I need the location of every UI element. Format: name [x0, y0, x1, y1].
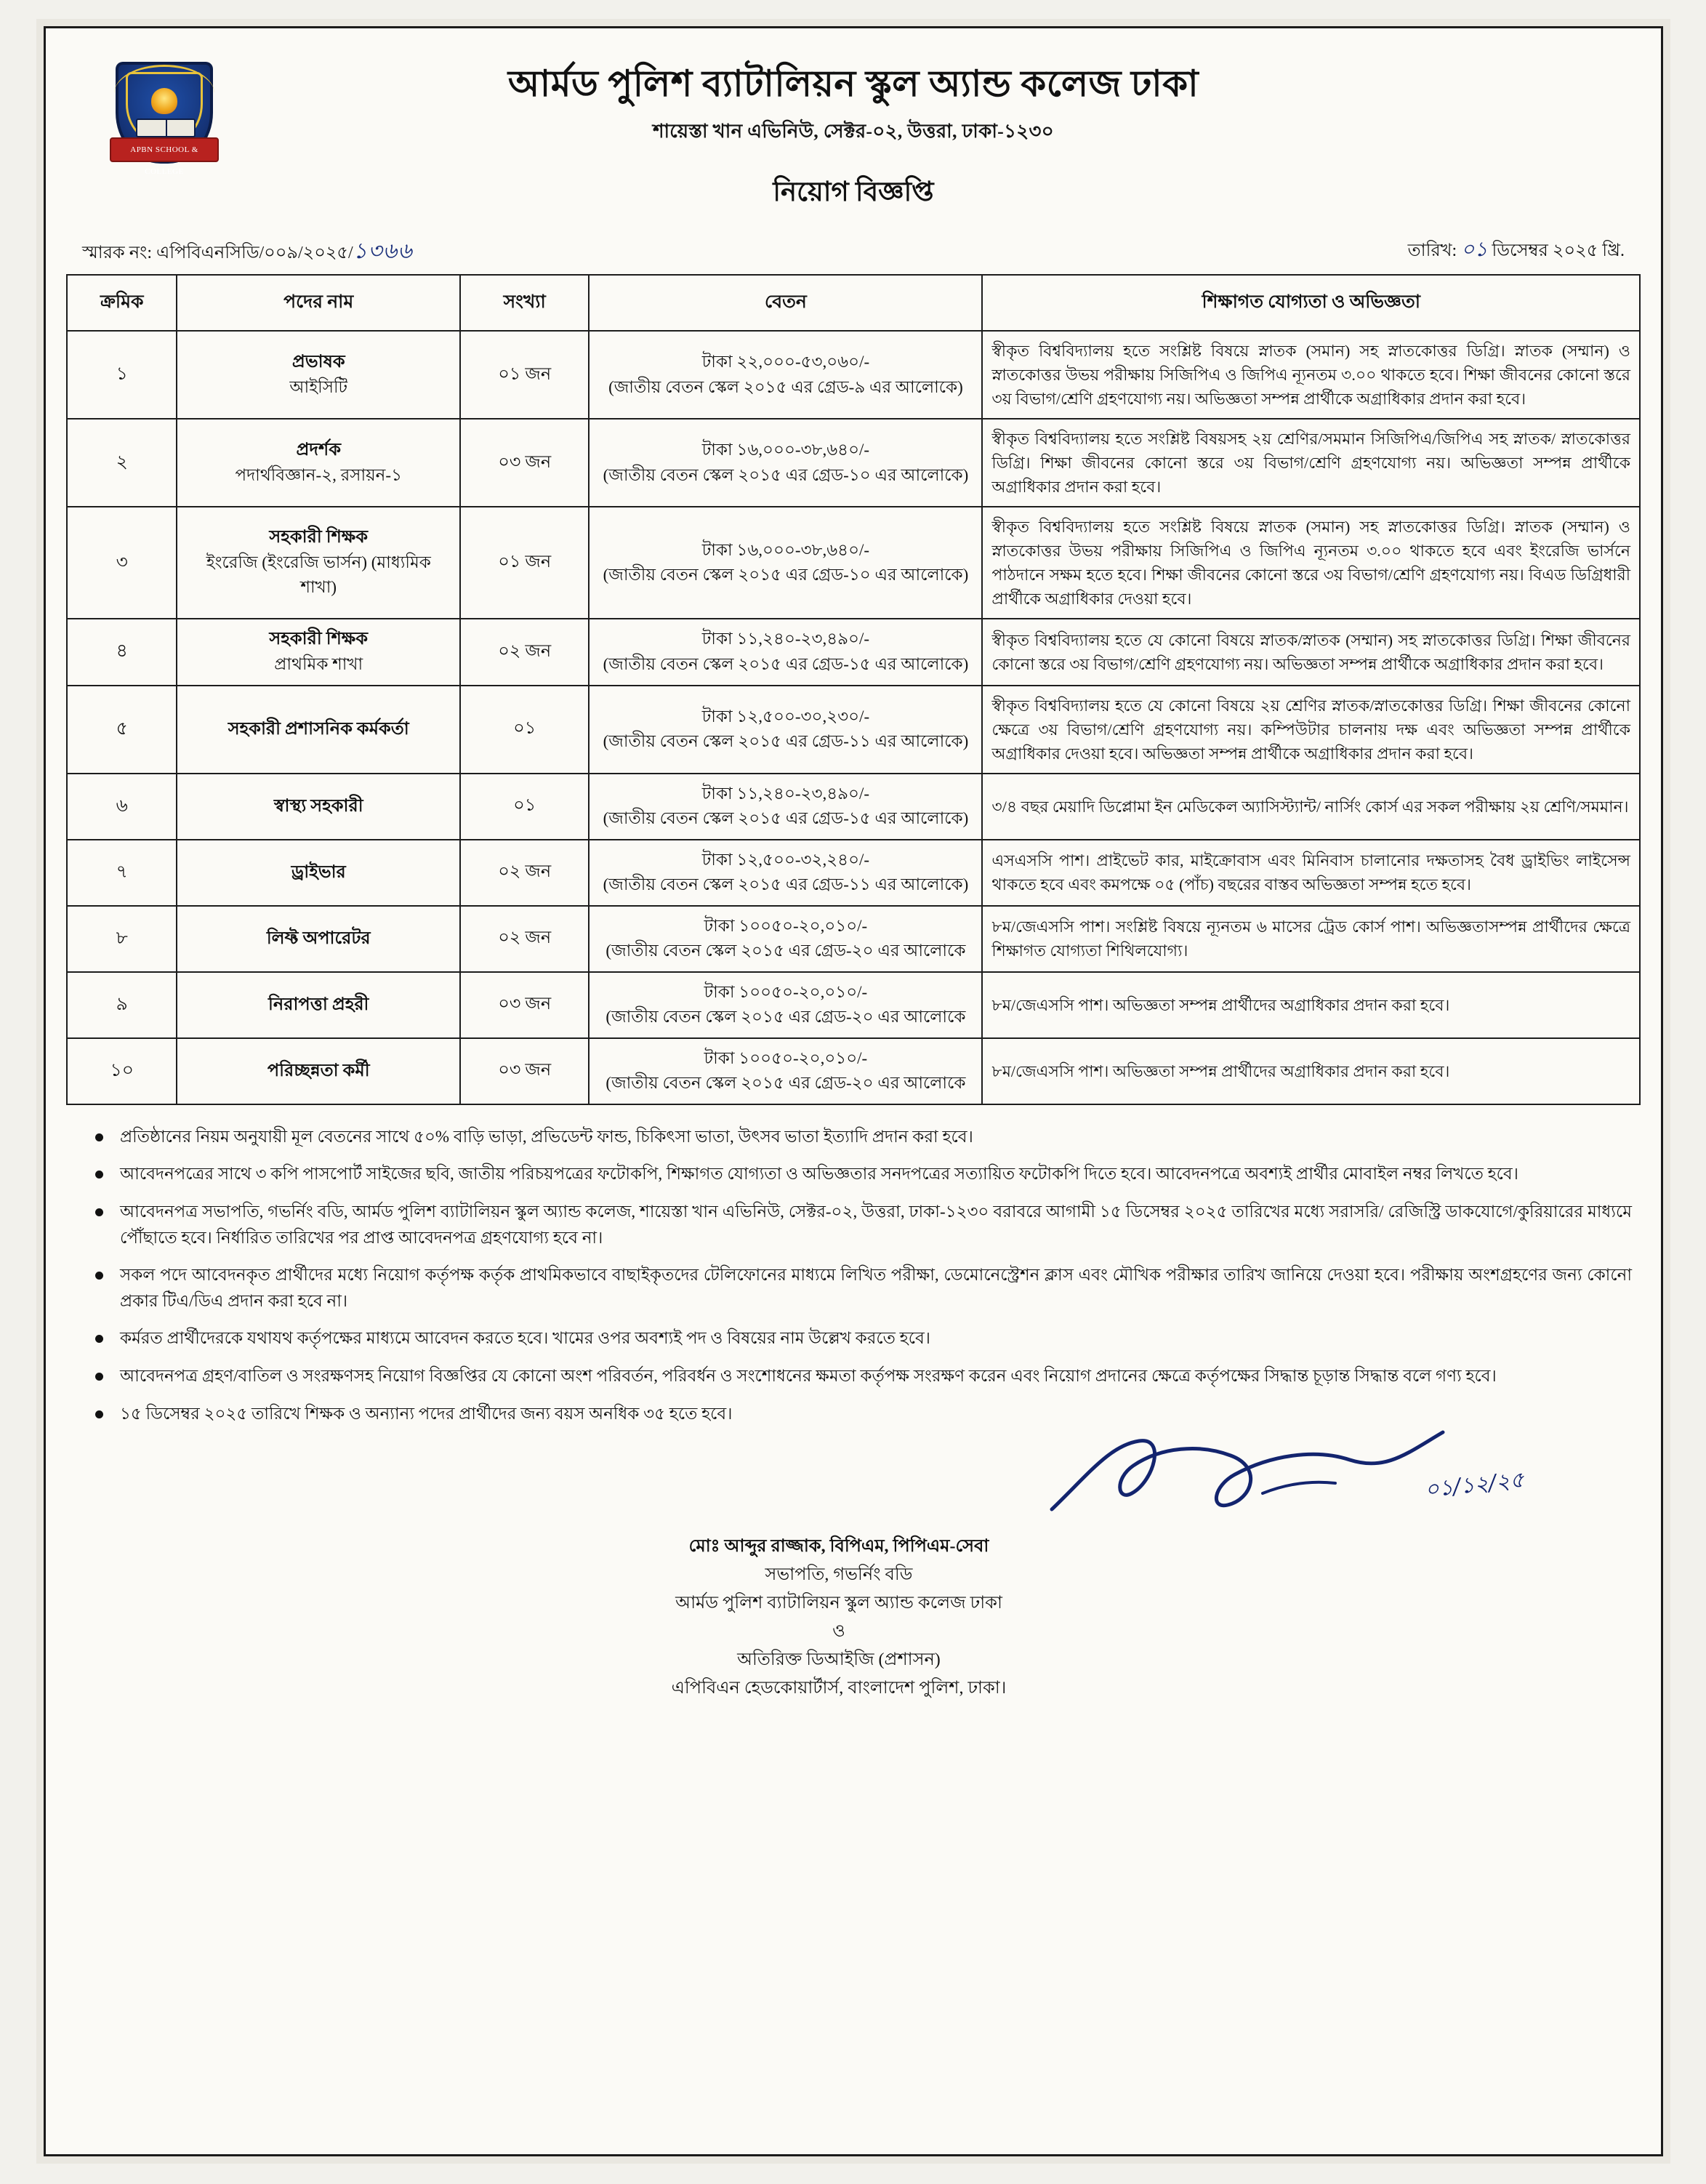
list-item: সকল পদে আবেদনকৃত প্রার্থীদের মধ্যে নিয়োগ কর্তৃপক্ষ কর্তৃক প্রাথমিকভাবে বাছাইকৃতদের টেলিফোনের মাধ্যমে লিখিত পরীক্ষা, ডেমোনেস্ট্রেশন ক্লাস এবং মৌখিক পরীক্ষার তারিখ জানিয়ে দেওয়া হবে। পরীক্ষায় অংশগ্রহণের জন্য কোনো প্রকার টিএ/ডিএ প্রদান করা হবে না।	[85, 1262, 1632, 1314]
institution-logo-icon	[110, 62, 219, 178]
cell-number: ০১	[460, 686, 589, 774]
cell-salary	[589, 840, 982, 906]
table-row	[67, 686, 1640, 774]
salary-amount: টাকা ১৬,০০০-৩৮,৬৪০/-	[701, 441, 870, 459]
post-title: প্রদর্শক	[296, 440, 341, 459]
post-subject: ইংরেজি (ইংরেজি ভার্সন) (মাধ্যমিক শাখা)	[206, 553, 431, 597]
list-item: আবেদনপত্র সভাপতি, গভর্নিং বডি, আর্মড পুলিশ ব্যাটালিয়ন স্কুল অ্যান্ড কলেজ, শায়েস্তা খান এভিনিউ, সেক্টর-০২, উত্তরা, ঢাকা-১২৩০ বরাবরে আগামী ১৫ ডিসেম্বর ২০২৫ তারিখের মধ্যে সরাসরি/ রেজিস্ট্রি ডাকযোগে/কুরিয়ারের মাধ্যমে পৌঁছাতে হবে। নির্ধারিত তারিখের পর প্রাপ্ত আবেদনপত্র গ্রহণযোগ্য হবে না।	[85, 1199, 1632, 1250]
salary-scale: (জাতীয় বেতন স্কেল ২০১৫ এর গ্রেড-১৫ এর আলোকে)	[603, 809, 969, 828]
cell-salary	[589, 774, 982, 840]
table-row	[67, 1038, 1640, 1104]
post-subject: পদার্থবিজ্ঞান-২, রসায়ন-১	[235, 465, 402, 484]
salary-amount: টাকা ১২,৫০০-৩২,২৪০/-	[701, 850, 870, 869]
salary-amount: টাকা ১২,৫০০-৩০,২৩০/-	[701, 707, 870, 726]
post-subject: আইসিটি	[289, 377, 348, 396]
memo-number	[82, 233, 413, 270]
memo-row	[66, 229, 1641, 268]
column-header-qualification: শিক্ষাগত যোগ্যতা ও অভিজ্ঞতা	[982, 275, 1640, 331]
post-title: লিফ্ট অপারেটর	[266, 928, 371, 948]
cell-qualification: স্বীকৃত বিশ্ববিদ্যালয় হতে সংশ্লিষ্ট বিষয়ে স্নাতক (সমান) সহ স্নাতকোত্তর ডিগ্রি। স্নাতক (সম্মান) ও স্নাতকোত্তর উভয় পরীক্ষায় সিজিপিএ ও জিপিএ ন্যূনতম ৩.০০ থাকতে হবে। শিক্ষা জীবনের কোনো স্তরে ৩য় বিভাগ/শ্রেণি গ্রহণযোগ্য নয়। অভিজ্ঞতা সম্পন্ন প্রার্থীকে অগ্রাধিকার প্রদান করা হবে।	[982, 331, 1640, 419]
memo-date	[1408, 233, 1625, 268]
cell-serial: ২	[67, 419, 177, 507]
salary-scale: (জাতীয় বেতন স্কেল ২০১৫ এর গ্রেড-৯ এর আলোকে)	[608, 377, 963, 396]
table-header-row	[67, 275, 1640, 331]
cell-number: ০৩ জন	[460, 972, 589, 1038]
cell-serial: ১০	[67, 1038, 177, 1104]
cell-qualification: ৮ম/জেএসসি পাশ। অভিজ্ঞতা সম্পন্ন প্রার্থীদের অগ্রাধিকার প্রদান করা হবে।	[982, 1038, 1640, 1104]
signatory-designation-2: অতিরিক্ত ডিআইজি (প্রশাসন)	[737, 1650, 941, 1669]
signatory-name: মোঃ আব্দুর রাজ্জাক, বিপিএম, পিপিএম-সেবা	[688, 1537, 989, 1557]
list-item: ১৫ ডিসেম্বর ২০২৫ তারিখে শিক্ষক ও অন্যান্য পদের প্রার্থীদের জন্য বয়স অনধিক ৩৫ হতে হবে।	[85, 1401, 1632, 1427]
cell-number: ০১ জন	[460, 331, 589, 419]
cell-number: ০২ জন	[460, 840, 589, 906]
memo-date-rest: ডিসেম্বর ২০২৫ খ্রি.	[1492, 241, 1625, 260]
cell-salary	[589, 1038, 982, 1104]
cell-post	[177, 906, 460, 972]
cell-post	[177, 686, 460, 774]
cell-qualification: স্বীকৃত বিশ্ববিদ্যালয় হতে যে কোনো বিষয়ে স্নাতক/স্নাতক (সম্মান) সহ স্নাতকোত্তর ডিগ্রি। শিক্ষা জীবনের কোনো স্তরে ৩য় বিভাগ/শ্রেণি গ্রহণযোগ্য নয়। অভিজ্ঞতা সম্পন্ন প্রার্থীকে অগ্রাধিকার প্রদান করা হবে।	[982, 619, 1640, 686]
organization-address: শায়েস্তা খান এভিনিউ, সেক্টর-০২, উত্তরা, ঢাকা-১২৩০	[653, 121, 1054, 142]
signatory-conjunction: ও	[832, 1621, 845, 1641]
cell-salary	[589, 686, 982, 774]
cell-qualification: ৩/৪ বছর মেয়াদি ডিপ্লোমা ইন মেডিকেল অ্যাসিস্ট্যান্ট/ নার্সিং কোর্স এর সকল পরীক্ষায় ২য় শ্রেণি/সমমান।	[982, 774, 1640, 840]
memo-number-label: স্মারক নং: এপিবিএনসিডি/০০৯/২০২৫/	[82, 244, 353, 262]
column-header-serial: ক্রমিক	[67, 275, 177, 331]
handwritten-signature-icon	[1045, 1424, 1452, 1525]
salary-amount: টাকা ১৬,০০০-৩৮,৬৪০/-	[701, 540, 870, 559]
salary-scale: (জাতীয় বেতন স্কেল ২০১৫ এর গ্রেড-১১ এর আলোকে)	[603, 732, 969, 751]
cell-salary	[589, 906, 982, 972]
cell-qualification: স্বীকৃত বিশ্ববিদ্যালয় হতে সংশ্লিষ্ট বিষয়ে স্নাতক (সমান) সহ স্নাতকোত্তর ডিগ্রি। স্নাতক (সম্মান) ও স্নাতকোত্তর উভয় পরীক্ষায় সিজিপিএ ও জিপিএ ন্যূনতম ৩.০০ থাকতে হবে এবং ইংরেজি ভার্সনে পাঠদানে সক্ষম হতে হবে। শিক্ষা জীবনের কোনো স্তরে ৩য় বিভাগ/শ্রেণি গ্রহণযোগ্য নয়। বিএড ডিগ্রিধারী প্রার্থীকে অগ্রাধিকার দেওয়া হবে।	[982, 507, 1640, 619]
cell-number: ০১ জন	[460, 507, 589, 619]
document-header	[66, 46, 1641, 216]
post-title: সহকারী প্রশাসনিক কর্মকর্তা	[228, 719, 409, 739]
list-item: কর্মরত প্রার্থীদেরকে যথাযথ কর্তৃপক্ষের মাধ্যমে আবেদন করতে হবে। খামের ওপর অবশ্যই পদ ও বিষয়ের নাম উল্লেখ করতে হবে।	[85, 1325, 1632, 1352]
salary-amount: টাকা ১০০৫০-২০,০১০/-	[704, 1048, 868, 1067]
post-title: প্রভাষক	[291, 352, 345, 372]
memo-date-value: ০১	[1461, 237, 1488, 261]
organization-name: আর্মড পুলিশ ব্যাটালিয়ন স্কুল অ্যান্ড কলেজ ঢাকা	[507, 63, 1199, 104]
cell-qualification: ৮ম/জেএসসি পাশ। সংশ্লিষ্ট বিষয়ে ন্যূনতম ৬ মাসের ট্রেড কোর্স পাশ। অভিজ্ঞতাসম্পন্ন প্রার্থীদের ক্ষেত্রে শিক্ষাগত যোগ্যতা শিথিলযোগ্য।	[982, 906, 1640, 972]
signatory-office: এপিবিএন হেডকোয়ার্টার্স, বাংলাদেশ পুলিশ, ঢাকা।	[671, 1678, 1007, 1698]
post-title: সহকারী শিক্ষক	[269, 527, 369, 547]
cell-post	[177, 507, 460, 619]
signature-block	[66, 1445, 1641, 1698]
table-row	[67, 972, 1640, 1038]
column-header-post: পদের নাম	[177, 275, 460, 331]
cell-post	[177, 331, 460, 419]
cell-post	[177, 619, 460, 686]
cell-qualification: ৮ম/জেএসসি পাশ। অভিজ্ঞতা সম্পন্ন প্রার্থীদের অগ্রাধিকার প্রদান করা হবে।	[982, 972, 1640, 1038]
salary-scale: (জাতীয় বেতন স্কেল ২০১৫ এর গ্রেড-১১ এর আলোকে)	[603, 875, 969, 894]
cell-number: ০২ জন	[460, 906, 589, 972]
cell-serial: ৮	[67, 906, 177, 972]
cell-salary	[589, 972, 982, 1038]
vacancy-table	[66, 274, 1641, 1105]
column-header-number: সংখ্যা	[460, 275, 589, 331]
post-title: ড্রাইভার	[291, 862, 346, 882]
cell-number: ০৩ জন	[460, 419, 589, 507]
post-title: পরিচ্ছন্নতা কর্মী	[267, 1061, 370, 1080]
post-title: সহকারী শিক্ষক	[269, 630, 369, 649]
post-subject: প্রাথমিক শাখা	[274, 654, 363, 673]
salary-scale: (জাতীয় বেতন স্কেল ২০১৫ এর গ্রেড-২০ এর আলোকে	[605, 942, 966, 960]
salary-scale: (জাতীয় বেতন স্কেল ২০১৫ এর গ্রেড-২০ এর আলোকে	[605, 1008, 966, 1027]
cell-number: ০২ জন	[460, 619, 589, 686]
salary-amount: টাকা ১১,২৪০-২৩,৪৯০/-	[701, 630, 870, 649]
cell-post	[177, 840, 460, 906]
cell-post	[177, 774, 460, 840]
signature-area	[1023, 1424, 1532, 1533]
cell-serial: ১	[67, 331, 177, 419]
table-row	[67, 906, 1640, 972]
list-item: প্রতিষ্ঠানের নিয়ম অনুযায়ী মূল বেতনের সাথে ৫০% বাড়ি ভাড়া, প্রভিডেন্ট ফান্ড, চিকিৎসা ভাতা, উৎসব ভাতা ইত্যাদি প্রদান করা হবে।	[85, 1124, 1632, 1150]
salary-scale: (জাতীয় বেতন স্কেল ২০১৫ এর গ্রেড-১০ এর আলোকে)	[603, 465, 969, 484]
salary-amount: টাকা ১০০৫০-২০,০১০/-	[704, 982, 868, 1001]
memo-number-value: ১৩৬৬	[353, 238, 413, 264]
cell-qualification: এসএসসি পাশ। প্রাইভেট কার, মাইক্রোবাস এবং মিনিবাস চালানোর দক্ষতাসহ বৈধ ড্রাইভিং লাইসেন্স থাকতে হবে এবং কমপক্ষে ০৫ (পাঁচ) বছরের বাস্তব অভিজ্ঞতা সম্পন্ন হতে হবে।	[982, 840, 1640, 906]
table-row	[67, 331, 1640, 419]
cell-qualification: স্বীকৃত বিশ্ববিদ্যালয় হতে সংশ্লিষ্ট বিষয়সহ ২য় শ্রেণির/সমমান সিজিপিএ/জিপিএ সহ স্নাতক/ স্নাতকোত্তর ডিগ্রি। শিক্ষা জীবনের কোনো স্তরে ৩য় বিভাগ/শ্রেণি গ্রহণযোগ্য নয়। অভিজ্ঞতা সম্পন্ন প্রার্থীকে অগ্রাধিকার প্রদান করা হবে।	[982, 419, 1640, 507]
cell-serial: ৩	[67, 507, 177, 619]
cell-number: ০১	[460, 774, 589, 840]
cell-post	[177, 972, 460, 1038]
signatory-designation-1: সভাপতি, গভর্নিং বডি	[765, 1565, 913, 1585]
signature-date: ০১/১২/২৫	[1423, 1467, 1526, 1503]
conditions-list	[66, 1124, 1641, 1427]
cell-salary	[589, 507, 982, 619]
cell-post	[177, 419, 460, 507]
column-header-salary: বেতন	[589, 275, 982, 331]
table-row	[67, 419, 1640, 507]
table-row	[67, 507, 1640, 619]
salary-amount: টাকা ১০০৫০-২০,০১০/-	[704, 916, 868, 935]
notice-sheet	[44, 26, 1663, 2156]
cell-salary	[589, 619, 982, 686]
cell-post	[177, 1038, 460, 1104]
list-item: আবেদনপত্র গ্রহণ/বাতিল ও সংরক্ষণসহ নিয়োগ বিজ্ঞপ্তির যে কোনো অংশ পরিবর্তন, পরিবর্ধন ও সংশোধনের ক্ষমতা কর্তৃপক্ষ সংরক্ষণ করেন এবং নিয়োগ প্রদানের ক্ষেত্রে কর্তৃপক্ষের সিদ্ধান্ত চূড়ান্ত সিদ্ধান্ত বলে গণ্য হবে।	[85, 1363, 1632, 1389]
table-row	[67, 619, 1640, 686]
cell-serial: ৪	[67, 619, 177, 686]
cell-serial: ৭	[67, 840, 177, 906]
post-title: স্বাস্থ্য সহকারী	[273, 796, 363, 816]
table-row	[67, 840, 1640, 906]
cell-qualification: স্বীকৃত বিশ্ববিদ্যালয় হতে যে কোনো বিষয়ে ২য় শ্রেণির স্নাতক/স্নাতকোত্তর ডিগ্রি। শিক্ষা জীবনের কোনো ক্ষেত্রে ৩য় বিভাগ/শ্রেণি গ্রহণযোগ্য নয়। কম্পিউটার চালনায় দক্ষ এবং অভিজ্ঞতা সম্পন্ন প্রার্থীকে অগ্রাধিকার দেওয়া হবে। অভিজ্ঞতা সম্পন্ন প্রার্থীকে অগ্রাধিকার প্রদান করা হবে।	[982, 686, 1640, 774]
logo-banner-text: APBN SCHOOL & COLLEGE	[110, 137, 219, 162]
cell-salary	[589, 331, 982, 419]
list-item: আবেদনপত্রের সাথে ৩ কপি পাসপোর্ট সাইজের ছবি, জাতীয় পরিচয়পত্রের ফটোকপি, শিক্ষাগত যোগ্যতা ও অভিজ্ঞতার সনদপত্রের সত্যায়িত ফটোকপি দিতে হবে। আবেদনপত্রে অবশ্যই প্রার্থীর মোবাইল নম্বর লিখতে হবে।	[85, 1161, 1632, 1187]
cell-salary	[589, 419, 982, 507]
cell-number: ০৩ জন	[460, 1038, 589, 1104]
memo-date-label: তারিখ:	[1407, 241, 1457, 260]
salary-scale: (জাতীয় বেতন স্কেল ২০১৫ এর গ্রেড-১০ এর আলোকে)	[603, 566, 969, 584]
page-title: নিয়োগ বিজ্ঞপ্তি	[773, 177, 934, 207]
table-row	[67, 774, 1640, 840]
salary-amount: টাকা ২২,০০০-৫৩,০৬০/-	[701, 353, 870, 371]
salary-scale: (জাতীয় বেতন স্কেল ২০১৫ এর গ্রেড-২০ এর আলোকে	[605, 1074, 966, 1093]
post-title: নিরাপত্তা প্রহরী	[268, 995, 369, 1014]
salary-scale: (জাতীয় বেতন স্কেল ২০১৫ এর গ্রেড-১৫ এর আলোকে)	[603, 654, 969, 673]
cell-serial: ৬	[67, 774, 177, 840]
signatory-details	[66, 1533, 1612, 1702]
salary-amount: টাকা ১১,২৪০-২৩,৪৯০/-	[701, 784, 870, 803]
signatory-organization: আর্মড পুলিশ ব্যাটালিয়ন স্কুল অ্যান্ড কলেজ ঢাকা	[675, 1594, 1002, 1613]
cell-serial: ৯	[67, 972, 177, 1038]
cell-serial: ৫	[67, 686, 177, 774]
